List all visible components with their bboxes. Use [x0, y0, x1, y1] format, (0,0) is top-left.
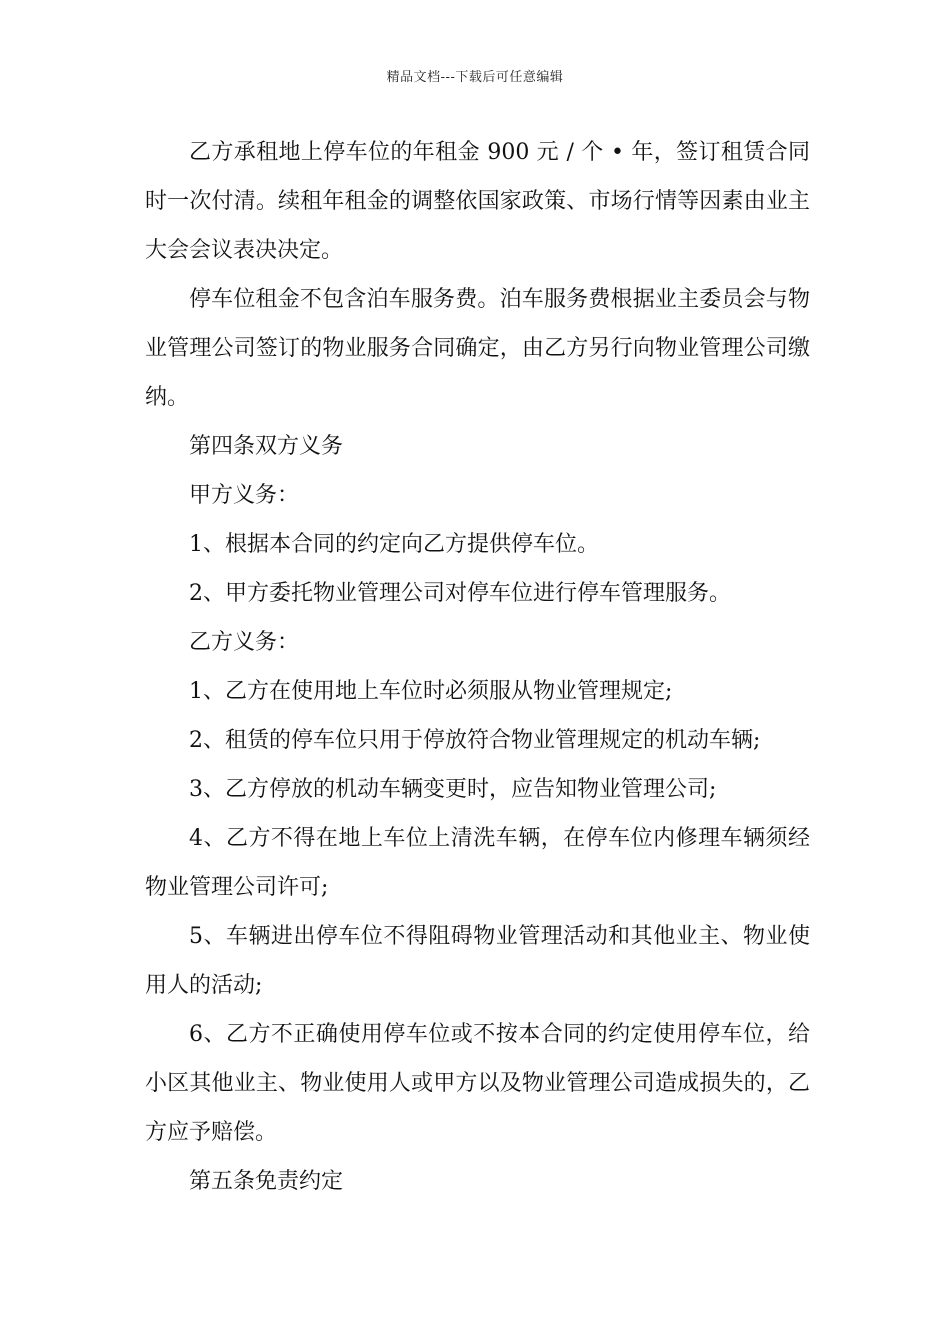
document-body	[145, 128, 810, 1206]
list-item-party-b-3: 3、乙方停放的机动车辆变更时，应告知物业管理公司;	[189, 777, 717, 802]
section-heading-article-4: 第四条双方义务	[189, 434, 344, 459]
list-item-party-b-4: 4、乙方不得在地上车位上清洗车辆，在停车位内修理车辆须经物业管理公司许可;	[145, 826, 810, 900]
list-item-party-a-2: 2、甲方委托物业管理公司对停车位进行停车管理服务。	[189, 581, 731, 606]
list-item-party-b-5: 5、车辆进出停车位不得阻碍物业管理活动和其他业主、物业使用人的活动;	[145, 924, 810, 998]
list-item-party-b-2: 2、租赁的停车位只用于停放符合物业管理规定的机动车辆;	[189, 728, 761, 753]
list-item-party-b-1: 1、乙方在使用地上车位时必须服从物业管理规定;	[189, 679, 673, 704]
subheading-party-a-obligations: 甲方义务：	[189, 483, 300, 508]
section-heading-article-5: 第五条免责约定	[189, 1169, 344, 1194]
page-header: 精品文档---下载后可任意编辑	[386, 70, 564, 85]
paragraph-annual-rent: 乙方承租地上停车位的年租金 900 元 / 个 • 年，签订租赁合同时一次付清。续租年租金的调整依国家政策、市场行情等因素由业主大会会议表决决定。	[145, 140, 810, 263]
paragraph-service-fee: 停车位租金不包含泊车服务费。泊车服务费根据业主委员会与物业管理公司签订的物业服务合同确定，由乙方另行向物业管理公司缴纳。	[145, 287, 810, 410]
list-item-party-b-6: 6、乙方不正确使用停车位或不按本合同的约定使用停车位，给小区其他业主、物业使用人或甲方以及物业管理公司造成损失的，乙方应予赔偿。	[145, 1022, 810, 1145]
subheading-party-b-obligations: 乙方义务：	[189, 630, 300, 655]
list-item-party-a-1: 1、根据本合同的约定向乙方提供停车位。	[189, 532, 599, 557]
